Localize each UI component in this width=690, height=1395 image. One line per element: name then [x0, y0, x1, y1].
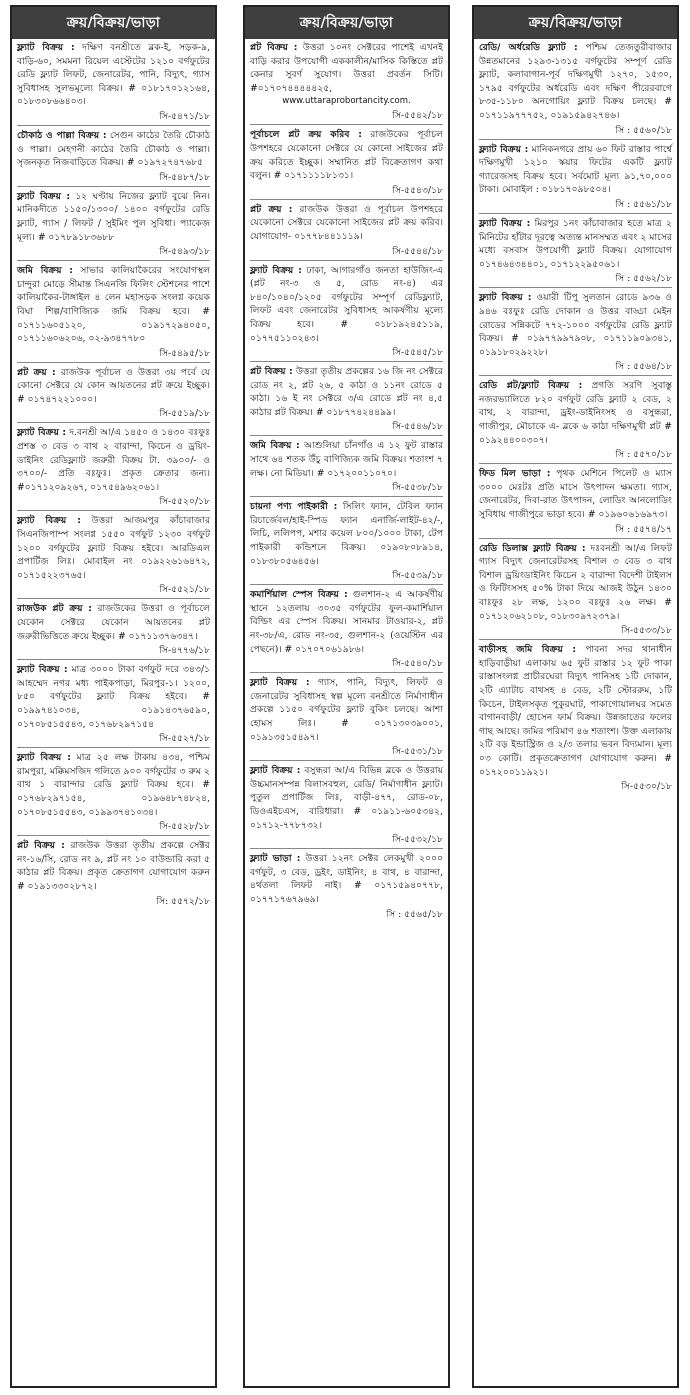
ad-code: সি-৫৫৩১/১৮ [392, 746, 443, 758]
ads-list [474, 39, 677, 793]
ads-list [245, 39, 448, 921]
ad-title: ফ্ল্যাট বিক্রয় : [250, 264, 302, 276]
ad-divider [479, 639, 672, 640]
ad-title: ফ্ল্যাট বিক্রয় : [479, 217, 531, 229]
ad-code: সি-৫৪৮৭/১৮ [159, 171, 210, 183]
classified-ad [479, 542, 672, 638]
ad-title: বাড়ীসহ জমি বিক্রয় : [479, 644, 577, 656]
ad-divider [17, 659, 210, 660]
ad-text [479, 643, 672, 779]
classified-column-2 [243, 5, 450, 1388]
ad-text [250, 676, 443, 744]
ad-title: চৌকাঠ ও পাল্লা বিক্রয় : [17, 129, 107, 141]
ad-body: রাজউক পূর্বাচল ও উত্তরা ৩য় পর্বে যে কোনো সেক্টরে যে কোন আয়তনের প্লট ক্রয়ে ইচ্ছুক। # ০১৭৪৭২২১০০০। [17, 366, 210, 405]
ad-code: সি-৫৫২৮/১৮ [159, 821, 210, 833]
ad-code: সি-৫৫৪৩/১৮ [392, 184, 443, 196]
ad-title: চায়না পণ্য পাইকারী : [250, 501, 338, 513]
ad-code: সি-৫৪৯৫/১৮ [159, 347, 210, 359]
classified-ad [17, 366, 210, 421]
classified-ad [479, 291, 672, 373]
ad-title: ফ্ল্যাট বিক্রয় : [250, 677, 310, 689]
ad-code: সি : ৫৫৬৫/১৮ [386, 908, 443, 920]
ad-text [17, 514, 210, 582]
classified-ad [17, 41, 210, 123]
classified-ad [479, 217, 672, 285]
ad-code: সি : ৫৫৬০/১৮ [615, 124, 672, 136]
ad-body: রাজউক উত্তরা তৃতীয় প্রকল্পে সেক্টর নং-১৬/সি, রোড নং ৯, প্লট নং ১০ বাউন্ডারি করা ৫ কাঠার প্লট বিক্রয়। প্রকৃত ক্রেতাগণ যোগাযোগ করুন # ০১৯১৩৩০২৮৭২। [17, 840, 210, 892]
ad-divider [17, 510, 210, 511]
ad-title: প্লট বিক্রয় : [17, 840, 65, 852]
ad-text [479, 291, 672, 359]
ad-body: পাবনা সদর থানাধীন হাড়িবাড়ীয়া এলাকায় ৬৫ ফুট রাস্তার ১২ ফুট পাকা রাস্তাসংলগ্ন প্রাচীরঘেরা বিদ্যুৎ পানিসহ ১টি দোকান, ২টি এ্যাটাচ বাথসহ ৪ বেড, ২টি স্টোররুম, ১টি কিচেন, টাইলসকৃত পুকুরঘাট, পাকাগোয়ালঘর সমেত বাগানবাড়ী/ হোসেন ফার্ম বিক্রয়। উন্নজাতের ফলের গাছ আছে। জমির পরিমাণ ৪৬ শতাংশ। উক্ত এলাকায় ২টি বড় ইন্ডাস্ট্রিজ ও ২/৩ তলার ভবন বিদ্যমান। মূল্য ০৩ কোটি। প্রকৃতক্রেতাগণ যোগাযোগ করুন। # ০১৭২০০১১৯২১। [479, 644, 673, 778]
classified-ad [17, 190, 210, 258]
ad-title: পূর্বাচলে প্লট ক্রয় করিব : [250, 129, 362, 141]
ad-body: মানিকনগরে প্রায় ৬০ ফিট রাস্তার পার্শ্বে দক্ষিণমুখী ১২১০ স্কয়ার ফিটের একটি ফ্ল্যাট গ্যারেজসহ বিক্রয় হবে। সর্বমোট মূল্য ৯১,৭০,০০০ টাকা। মোবাইল : ০১৮১৭০৯৮৫০৪। [479, 143, 672, 196]
ad-text [479, 542, 672, 624]
classified-ad [17, 663, 210, 745]
ad-body: গুলশান-২ এ আকর্ষণীয় স্থানে ১২তলায় ৩০৩৫ বর্গফুটের ফুল-কমার্শিয়াল বিল্ডিং এর স্পেস বিক্রয়। সানমার টাওয়ার-২, প্লট নং-৩৮/এ, রোড নং-৩৫, গুলশান-২ (ওয়েস্টিন এর পেছনে)। # ০১৭০৭০৬১৯৮৬। [250, 589, 444, 655]
ad-body: উত্তরা আজমপুর কাঁচাবাজার সিএনজিপাম্প সংলগ্ন ১৫৫০ বর্গফুট ১২৩০ বর্গফুট ১২০০ বর্গফুটের ফ্ল্যাট বিক্রয় হইবে। আরডিএল প্রপার্টিজ লিঃ। মোবাইল নং ০১৯২২৬১৬৪৭২, ০১৭১৫২২৩৭৬৫। [17, 515, 210, 581]
ad-text [250, 128, 443, 182]
ad-text [250, 852, 443, 906]
ad-divider [479, 463, 672, 464]
classified-ad [250, 264, 443, 360]
classified-ad [250, 852, 443, 920]
ad-code: সি-৫৫৪৫/১৮ [392, 347, 443, 359]
ad-divider [17, 186, 210, 187]
ad-code: সি-৫৫২০/১৮ [159, 496, 210, 508]
ad-body: দ.বনশ্রী আ/এ ১৪৫০ ও ১৪৩০ বঃফুঃ প্রশস্ত ৩ বেড ৩ বাথ ২ বারান্দা, কিচেন ও ড্রয়িং-ডাইনিং রেডিফ্ল্যাট জরুরী বিক্রয় টা. ৩৯০০/- ও ৩৭০০/- প্রতি বঃফুঃ। প্রকৃত ক্রেতার জন্য। #০১৭১২০৯২৬৭, ০১৭৫৪৯৬২০৬১। [17, 427, 210, 493]
ad-body: ওয়ারী টিপু সুলতান রোডে ৯৩৬ ও ৯৪৬ বঃফুঃ রেডি দোকান ও উত্তর বাড্ডা মেইন রোডের সন্নিকটে ৭৭২-১০০০ বর্গফুটের রেডি ফ্ল্যাট বিক্রয়। # ০১৯৭৭৯৯৭৯০৮, ০১৭১১৯০৯৩৪১, ০১৯১৮০২৯২২৮। [479, 292, 672, 358]
ad-divider [250, 672, 443, 673]
ad-text [250, 764, 443, 832]
classified-ad [479, 41, 672, 137]
classified-ad [17, 839, 210, 907]
ad-code: সি : ৫৫৬২/১৮ [615, 273, 672, 285]
ad-divider [479, 213, 672, 214]
ad-divider [250, 584, 443, 585]
classified-column-3 [472, 5, 679, 1388]
ad-code: সি-৪৭৭৬/১৮ [159, 645, 210, 657]
ads-list [12, 39, 215, 908]
ad-divider [17, 260, 210, 261]
ad-divider [250, 199, 443, 200]
ad-body: মিরপুর ১নং কাঁচাবাজার হতে মাত্র ২ মিনিটের হাঁটার দূরত্বে অত্যন্ত মানসম্মত এবং ২ মাসের মধ্যে বসবাস উপযোগী ফ্ল্যাট বিক্রয়। যোগাযোগ ০১৭৪৬৪৩৪৪০১, ০১৭১২২৯৫০৬১। [479, 217, 672, 270]
ad-text [17, 426, 210, 494]
ad-divider [17, 422, 210, 423]
ad-body: বসুন্ধরা আ/এ বিভিন্ন ব্লকে ও উত্তরায় উচ্চমানসম্পন্ন বিলাসবহুল, রেডি/ নির্মাণাধীন ফ্ল্যাট। পুতুল প্রপার্টিজ লিঃ, বাড়ী-৪৭৭, রোড-০৮, ডিওএইচএস, বারিধারা। # ০১৯১১-৬০৫৩৪২, ০১৭১২-৭৭৮৭৩২। [250, 765, 443, 831]
ad-code: সি-৫৪৭১/১৮ [159, 110, 210, 122]
ad-title: ফ্ল্যাট বিক্রয় : [17, 427, 67, 439]
classified-ad [479, 643, 672, 793]
ad-title: রেডি ডিলাক্স ফ্ল্যাট বিক্রয় : [479, 542, 586, 554]
ad-body: রাজউকের পূর্বাচল উপশহরে যেকোনো সেক্টরে যে কোনো সাইজের প্লট ক্রয় করিতে ইচ্ছুক। সম্মানিত প্লট বিক্রেতাগণ কথা বলুন। # ০১৭১১১১৮১৩১। [250, 129, 444, 182]
ad-body: প্রগতি সরণি সুবাস্তু নজরভ্যালিতে ৮২০ বর্গফুট রেডি ফ্ল্যাট ২ বেড, ২ বাথ, ২ বারান্দা, ড্রইং-ডাইনিংসহ ও বসুন্ধরা, গাজীপুর, মৌচাকে এ- ব্লকে ৬ কাঠা দক্ষিণমুখী প্লট # ০১৯২৪৪০০৩০৭। [479, 380, 672, 446]
ad-body: পৃথক মেশিনে পিলেট ও ম্যাস ৩০০০ মেঃটঃ প্রতি মাসে উৎপাদন ক্ষমতা। গ্যাস, জেনারেটর, দিবা-রাত উৎপাদন, লোডিং আনলোডিং সুবিধায় গাজীপুরে ভাড়া হবে। # ০১৯৬০৬১৬৯৭৩। [479, 468, 673, 521]
ad-text [479, 379, 672, 447]
classified-ad [479, 379, 672, 461]
ad-body: মাত্র ৩০০০ টাকা বর্গফুট দরে ৩৪৩/১ আহম্মেদ নগর মধ্য পাইকপাড়া, মিরপুর-১। ১২০০, ৮৫০ বর্গফুটের ফ্ল্যাট বিক্রয় হইবে। # ০১৯৯৭৪১০৩৪, ০১৯১৪৩৭৬৫৯০, ০১৭০৮৫১৫৫৪৩, ০১৭৬৮২৯৭১৫৪ [17, 664, 210, 730]
ad-body: উত্তরা তৃতীয় প্রকল্পের ১৬ জি নং সেক্টরে রোড নং ২, প্লট ২৬, ৫ কাঠা ও ১১নং রোডে ৫ কাঠা। ১৬ ই নং সেক্টরে ৩/এ রোডে প্লট নং ৪,৫ কাঠার প্লট বিক্রয়। # ০১৮৭৭৪২৪৪৯৯। [250, 366, 444, 418]
classified-ad [250, 676, 443, 758]
ad-body: উত্তরা ১২নং সেক্টর লেকমুখী ২০০০ বর্গফুট, ৩ বেড, ড্রইং, ডাইনিং, ৪ বাথ, ৪ বারান্দা, ৪র্থতলা লিফট নাই। # ০১৭১৫৯৪০৭৭৮, ০১৭৭১৭৬৭৯৬৯। [250, 853, 444, 905]
ad-code: সি-৫৫৩৩/১৮ [621, 625, 672, 637]
ad-body: রাজউকের উত্তরা ও পূর্বাচলে যেকোন সেক্টরে যেকোন আয়তনের প্লট জরুরীভিত্তিতে ক্রয়ে ইচ্ছুক। # ০১৭১১৩৭৬৩৪৭। [17, 603, 210, 642]
ad-text [479, 143, 672, 197]
ad-body: ১২ ঘণ্টায় নিজের ফ্ল্যাট বুঝে নিন। মানিকদীতে ১১৫০/১৩০০/ ১৪০০ বর্গফুটের রেডি ফ্ল্যাট, গ্যাস / লিফট / সুইমিং পুল সুবিধা। প্যাকেজ মূল্য। # ০১৭৮৯১৮৩৬৮৮ [17, 190, 210, 243]
classified-ad [17, 426, 210, 508]
ad-divider [250, 848, 443, 849]
ad-code: সি-৫৫৪০/১৮ [392, 658, 443, 670]
ad-code: সি : ৫৫৬৪/১৮ [615, 361, 672, 373]
ad-title: রেডি/ অর্ধরেডি ফ্ল্যাট : [479, 42, 578, 53]
ad-text [479, 467, 672, 521]
ad-body: মাত্র ২৫ লক্ষ টাকায় ৪৩৪, পশ্চিম রামপুরা, মক্কিমসজিদ গলিতে ৯০০ বর্গফুটের ৩ রুম ২ বাথ ১ বারান্দার রেডি ফ্ল্যাট বিক্রয় হবে। # ০১৭৬৮২৯৭১৫৪, ০১৯৬৪৮৭৪৮২৪, ০১৭০৮৫১৫৫৪৩, ০১৯৯৩৭৪১০৩৪। [17, 752, 210, 818]
classified-ad [250, 500, 443, 582]
column-header: ক্রয়/বিক্রয়/ভাড়া [474, 7, 677, 39]
ad-title: ফ্ল্যাট বিক্রয় : [17, 752, 71, 764]
classified-ad [250, 203, 443, 258]
classified-ad [250, 439, 443, 494]
ad-title: কমার্শিয়াল স্পেস বিক্রয় : [250, 589, 348, 601]
ad-body: দঃবনশ্রী আ/এ লিফট গ্যাস বিদ্যুৎ জেনারেটরসহ বিশাল ৩ বেড ৩ বাথ বিশাল ড্রয়িংডাইনিং কিচেন ২ বারান্দা বিদেশী টাইলস ও ফিটিংসসহ ৫০% টাকা দিয়ে আজই উঠুন ১৪৩০ বাঃফুঃ ২৮ লক্ষ, ১২০০ বঃফুঃ ২৬ লক্ষ। # ০১৭১২০৬২১০৮, ০১৮৩০৯৭২৩৭৯। [479, 542, 672, 622]
ad-text [17, 602, 210, 643]
ad-divider [250, 124, 443, 125]
ad-title: প্লট ক্রয় : [17, 366, 56, 378]
ad-divider [479, 287, 672, 288]
ad-body: পশ্চিম তেজতুরীবাজার উন্নতমানের ১২৯৩-১৩১৫ বর্গফুটের সম্পূর্ণ রেডি ফ্ল্যাট, কলাবাগান-পূর্ব দক্ষিণমুখী ১২৭০, ১৫৩০, ১৭৯৫ বর্গফুটের অর্ধরেডি এবং দক্ষিণ পীরেরবাগে ৮৩৫-১১৮০ অনগোয়িং ফ্ল্যাট বিক্রয় চলছে। # ০১৭১১৯৭৭৭৫২, ০১৯১৫৯৪২৭৪৬। [479, 42, 672, 121]
ad-title: রাজউক প্লট ক্রয় : [17, 603, 92, 615]
ad-code: সি-৫৫১৯/১৮ [159, 408, 210, 420]
ad-title: প্লট বিক্রয় : [250, 366, 293, 378]
classified-ad [17, 264, 210, 360]
ad-text [17, 663, 210, 731]
classified-ad [17, 602, 210, 657]
ad-text [250, 365, 443, 419]
ad-text [479, 41, 672, 123]
ad-divider [479, 375, 672, 376]
ad-text [17, 41, 210, 109]
column-header: ক্রয়/বিক্রয়/ভাড়া [245, 7, 448, 39]
ad-text [250, 41, 443, 95]
ad-code: সি-৫৫৩৮/১৮ [392, 482, 443, 494]
ad-text [17, 366, 210, 407]
column-header: ক্রয়/বিক্রয়/ভাড়া [12, 7, 215, 39]
ad-divider [250, 496, 443, 497]
ad-code: সি-৫৫৩২/১৮ [392, 834, 443, 846]
ad-code: সি-৫৫৪২/১৮ [392, 110, 443, 122]
ad-text [17, 190, 210, 244]
ad-title: ফ্ল্যাট বিক্রয় : [17, 515, 81, 527]
ad-body: সিলিং ফ্যান, টেবিল ফ্যান রিচার্জেবল/হাই-স্পিড ফ্যান এনার্জি-লাইট-৪২/-, লিচি, ললিপপ, মশার কয়েল ৮০০/১০০০ টাকা, টেপ পাইকারী কন্ডিশনে বিক্রয়। ০১৯০৮০৮৯১৪, ০১৮৩৮০৫৬৪৫৬। [250, 501, 444, 567]
ad-title: জমি বিক্রয় : [250, 440, 300, 452]
ad-title: প্লট ক্রয় : [250, 203, 293, 215]
ad-code: সি: ৫৫৭২/১৮ [156, 895, 210, 907]
ad-title: ফ্ল্যাট বিক্রয় : [17, 664, 68, 676]
ad-body: সাভার কালিয়াকৈরের সংযোগস্থল চান্দুরা মোড়ে সীমান্ত সিএনজি ফিলিং স্টেশনের পাশে কালিয়াকৈর-টাঙ্গাইল ৪ লেন মহাসড়ক সংলগ্ন কয়েক বিঘা শিল্প/বাণিজ্যিক জমি বিক্রয় হবে। # ০১৭১১৬০৫১২০, ০১৯১৭২৯৪০৫০, ০১৭১১৬০৬২০৬, ০২-৯৩৪৭৭৮০ [17, 265, 210, 345]
classified-column-1 [10, 5, 217, 1388]
ad-title: ফ্ল্যাট বিক্রয় : [250, 765, 301, 777]
ad-title: ফ্ল্যাট বিক্রয় : [17, 42, 75, 53]
ad-title: ফ্ল্যাট বিক্রয় : [479, 143, 529, 155]
ad-code: সি : ৫৫৬১/১৮ [615, 198, 672, 210]
ad-text [250, 500, 443, 568]
ad-body: আশুলিয়া চাঁনগাঁও এ ১২ ফুট রাস্তার সাথে ৬৪ শতক উঁচু বাণিজ্যিক জমি বিক্রয়। শতাংশ ৭ লক্ষ। নো মিডিয়া। # ০১৭২০০১১০৭০। [250, 440, 443, 479]
ad-code: সি-৫৫৪৪/১৮ [392, 245, 443, 257]
ad-divider [250, 361, 443, 362]
ad-body: উত্তরা ১০নং সেক্টরের পাশেই এখনই বাড়ি করার উপযোগী এককালীন/মাসিক কিস্তিতে প্লট কেনার সুবর্ণ সুযোগ। উত্তরা প্রবর্তন সিটি। #০১৭০৭৪৪৪৪৪২৫, [250, 42, 443, 94]
ad-code: সি-৫৫৩৯/১৮ [392, 570, 443, 582]
ad-code: সি-৫৪৯৩/১৮ [159, 246, 210, 258]
ad-code: সি-৫৫২৭/১৮ [159, 733, 210, 745]
classified-ad [250, 41, 443, 122]
ad-title: ফ্ল্যাট ভাড়া : [250, 853, 301, 865]
ad-text [479, 217, 672, 271]
ad-text [17, 129, 210, 170]
ad-body: দক্ষিণ বনশ্রীতে ব্লক-ই, সড়ক-৯, বাড়ি-৬০, সমমনা রিয়েল এস্টেটের ১২১০ বর্গফুটের রেডি ফ্ল্যাট লিফট, জেনারেটর, পানি, বিদ্যুৎ, গ্যাস সুবিধাসহ সুলভমূল্যে বিক্রয়। # ০১৮১৭০১২১৬৪, ০১৮৩০৮৬৬৪০৩। [17, 42, 211, 108]
classified-ad [479, 143, 672, 211]
ad-title: ফিড মিল ভাড়া : [479, 468, 551, 480]
ad-code: সি-৫৫৩০/১৮ [621, 781, 672, 793]
ad-divider [250, 435, 443, 436]
ad-text [250, 203, 443, 244]
ad-body: রাজউক উত্তরা ও পূর্বাচল উপশহরে যেকোনো সেক্টরে যেকোনো সাইজের প্লট ক্রয় করিব। যোগাযোগ- ০১৭৭৮৪৪১১১৯। [250, 203, 443, 242]
ad-divider [479, 538, 672, 539]
ad-title: ফ্ল্যাট বিক্রয় : [17, 190, 71, 202]
classified-ad [17, 514, 210, 596]
ad-text [250, 588, 443, 656]
ad-divider [479, 139, 672, 140]
ad-divider [17, 125, 210, 126]
ad-text [17, 751, 210, 819]
ad-text [17, 264, 210, 346]
ad-code: সি-৫৫২১/১৮ [159, 584, 210, 596]
classified-ad [250, 365, 443, 433]
ad-title: রেডি প্লট/ফ্ল্যাট বিক্রয় : [479, 380, 583, 392]
ad-title: প্লট বিক্রয় : [250, 42, 298, 53]
ad-title: ফ্ল্যাট বিক্রয় : [479, 292, 532, 304]
classified-ad [17, 129, 210, 184]
ad-divider [17, 747, 210, 748]
ad-code: সি : ৫৫৭৪/১৭ [615, 523, 672, 535]
ad-text [250, 439, 443, 480]
ad-code: সি : ৫৫৭০/১৮ [615, 449, 672, 461]
ad-divider [17, 835, 210, 836]
ad-divider [250, 260, 443, 261]
classified-ad [250, 588, 443, 670]
ad-title: জমি বিক্রয় : [17, 265, 73, 277]
ad-text [17, 839, 210, 893]
ad-body: ঢাকা, আগারগাঁও জনতা হাউজিং-এ (প্লট নং-৩ ও ৫, রোড নং-৪) এর ৮৪০/১০৪০/১২০৫ বর্গফুটের সম্পূর্ণ রেডিফ্ল্যাট, লিফট এবং জেনারেটর সুবিধাসহ আকর্ষণীয় মূল্যে বিক্রয় হবে। # ০১৮১৯২৪৫১১৯, ০১৭৭৫১১০২৪৩। [250, 264, 443, 344]
classified-ad [17, 751, 210, 833]
ad-body: সেগুন কাঠের তৈরি চৌকাঠ ও পাল্লা। মেহগনী কাঠের তৈরি চৌকাঠ ও পাল্লা। সৃজনকৃত নিজবাড়িতে বিক্রয়। # ০১৯৭২৭৪৭৬৮৫ [17, 129, 211, 169]
ad-website-link[interactable]: www.uttaraprobortancity.com. [282, 96, 411, 107]
classified-ad [250, 128, 443, 196]
ad-body: গ্যাস, পানি, বিদ্যুৎ, লিফট ও জেনারেটর সুবিধাসহ স্বল্প মূল্যে বনশ্রীতে নির্মাণাধীন প্রকল্পে ১১৫০ বর্গফুটের ফ্ল্যাট বুকিং চলছে। আশা হোমস লিঃ। # ০১৭১৩০৩৯০০১, ০১৯১৩৫১৫৪৯৭। [250, 677, 443, 743]
ad-divider [250, 760, 443, 761]
ad-divider [17, 362, 210, 363]
classified-ad [250, 764, 443, 846]
ad-divider [17, 598, 210, 599]
ad-text [250, 264, 443, 346]
ad-code: সি-৫৫৪৬/১৮ [392, 421, 443, 433]
classified-ad [479, 467, 672, 535]
